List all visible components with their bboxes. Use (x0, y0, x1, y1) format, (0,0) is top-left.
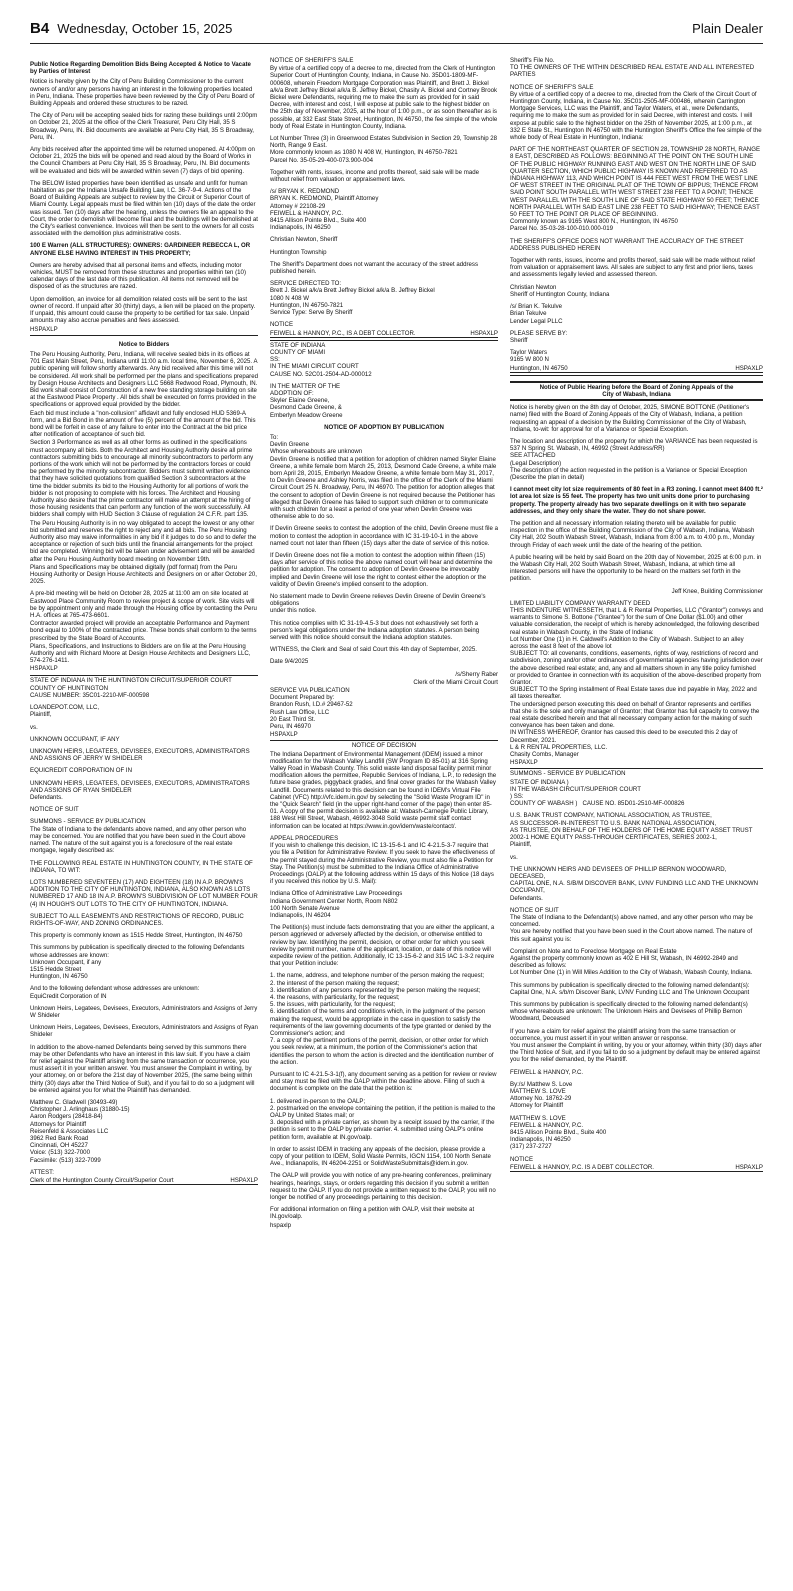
notice-paragraph: The Sheriff's Department does not warrant the accuracy of the street address published herein. (270, 260, 480, 276)
notice-paragraph: Pursuant to IC 4-21.5-3-1(f), any document serving as a petition for review or review and stay must be filed with the OALP within the deadline above. Filing of such a document is complete on the date that the petition is: (270, 1070, 499, 1093)
notice-paragraph: NOTICE (510, 1155, 534, 1163)
publisher-tag: HSPAXLP (470, 329, 498, 337)
notice-paragraph: Upon demolition, an invoice for all demolition related costs will be sent to the last owner of record. If unpaid after 30 (thirty) days, a lien will be placed on the property. If unpaid, this amount could cause the property to be certified for tax sale. Unpaid amounts may also accrue penalties and fees assessed. (30, 295, 257, 325)
publisher-tag: HSPAXLP (510, 759, 538, 767)
notice-paragraph: UNKNOWN OCCUPANT, IF ANY (30, 735, 120, 743)
notice-paragraph: This notice complies with IC 31-19-4.5-3 but does not exhaustively set forth a person's legal obligations under the Indiana adoption statutes. A person being served with this notice should consult the Indiana adoption statutes. (270, 619, 481, 642)
notice-title: NOTICE OF DECISION (351, 742, 417, 750)
notice-paragraph: FEIWELL & HANNOY, P.C. (510, 1068, 584, 1076)
notice-title: SUMMONS - SERVICE BY PUBLICATION (510, 770, 626, 778)
notice-paragraph: If Devlin Greene seeks to contest the adoption of the child, Devlin Greene must file a motion to contest the adoption in accordance with IC 31-19-10-1 in the above named court not later than fifteen (15) days after the date of service of this notice. (270, 525, 500, 547)
notice-paragraph: STATE OF INDIANA ) IN THE WABASH CIRCUIT/SUPERIOR COURT ) SS: COUNTY OF WABASH ) CAUSE NO. 85D01-2510-MF-000826 (510, 778, 685, 808)
notice-paragraph: IN THE MATTER OF THE ADOPTION OF: Skyler Elaine Greene, Desmond Cade Greene, & Emberlyn Meadow Greene (270, 382, 343, 419)
notice-paragraph: Christian Newton, Sheriff (270, 236, 338, 244)
debt-collector-text: FEIWELL & HANNOY, P.C., IS A DEBT COLLECTOR. (270, 329, 416, 337)
wabash-summons (510, 768, 763, 1172)
notice-paragraph: Plans, Specifications, and Instructions to Bidders are on file at the Peru Housing Authority and with Richard Moore at Design House Architects and Designers LLC, 574-276-1411. (30, 642, 253, 665)
address-line (510, 365, 763, 373)
notice-paragraph: Complaint on Note and to Foreclose Mortgage on Real Estate Against the property commonly known as 402 E Hill St, Wabash, IN 46992-2849 and described as follows: Lot Number One (1) in Will Miles Addition to the City of Wabash, Wabash County, Indiana. (510, 947, 753, 977)
notice-paragraph: MATTHEW S. LOVE FEIWELL & HANNOY, P.C. 8415 Allison Pointe Blvd., Suite 400 Indianapolis, IN 46250 (317) 237-2727 (510, 1114, 607, 1151)
notice-paragraph: To: Devlin Greene Whose whereabouts are unknown Devlin Greene is notified that a petition for adoption of children named Skyler Elaine Greene, a white female born March 25, 2013, Desmond Cade Greene, a white male born April 28, 2015, Emberlyn Meadow Greene, a white female born May 31, 2017, to Devlin Greene and Ashley Norris, was filed in the office of the Clerk of the Miami Circuit Court 25 N. Broadway, Peru, IN 46970. The petition for adoption alleges that the consent to adoption of Devlin Greene is not required because the Petitioner has alleged that Devlin Greene has failed to support such children or to communicate with such children for a least a period of one year when Devlin Greene was otherwise able to do so. (270, 433, 497, 521)
notice-paragraph: This summons by publication is specifically directed to the following named defendant(s): Capital One, N.A. s/b/m Discover Bank, LVNV Funding LLC and The Unknown Occupant (510, 981, 752, 996)
notice-paragraph: 1. delivered in-person to the OALP; 2. postmarked on the envelope containing the petition, if the petition is mailed to the OALP by United States mail; or 3. deposited with a private carrier, as shown by a receipt issued by the carrier, if the petition is sent to the OALP by private carrier. 4. submitted using OALP's online petition form, available at IN.gov/oalp. (270, 1097, 496, 1141)
notice-paragraph: Date 9/4/2025 (270, 658, 309, 666)
notice-paragraph: By:/s/ Matthew S. Love MATTHEW S. LOVE Attorney No. 18762-29 Attorney for Plaintiff (510, 1080, 573, 1110)
notice-paragraph: SUBJECT TO ALL EASEMENTS AND RESTRICTIONS OF RECORD, PUBLIC RIGHTS-OF-WAY, AND ZONING ORDINANCES. (30, 912, 246, 927)
notice-paragraph: Notice is hereby given by the City of Peru Building Commissioner to the current owners of and/or any persons having an interest in the following properties located in Peru, Indiana. These properties have been reviewed by the City of Peru Board of Building Appeals and ordered these structures to be razed. (30, 78, 257, 108)
notice-to-bidders (30, 335, 258, 673)
sheriff-sale-notice-2 (510, 56, 763, 373)
notice-paragraph: In addition to the above-named Defendants being served by this summons there may be other Defendants who have an interest in this law suit. If you have a claim for relief against the Plaintiff arising from the same transaction or occurrence, you must assert it in your written answer. You must answer the Complaint in writing, by your attorney, on or before the 21st day of November 2025, (the same being within thirty (30) days after the Third Notice of Suit), and if you fail to do so a judgment will be entered against you for what the Plaintiff has demanded. (30, 1043, 257, 1094)
notice-paragraph: Owners are hereby advised that all personal items and effects, including motor vehicles, MUST be removed from these structures and properties within ten (10) calendar days of the last date of this publication. All items not removed will be disposed of as the structures are razed. (30, 261, 248, 291)
notice-paragraph: Contractor awarded project will provide an acceptable Performance and Payment bond equal to 100% of the contracted price. These bonds shall conform to the terms prescribed by the State Board of Accounts. (30, 620, 259, 642)
newspaper-name: Plain Dealer (692, 21, 763, 36)
debt-collector-text: FEIWELL & HANNOY, P.C. IS A DEBT COLLECTOR. (510, 1163, 654, 1171)
notice-paragraph: Notice is hereby given on the 8th day of October, 2025, SIMONE BOTTONE (Petitioner's name) filed with the Board of Zoning Appeals of the City of Wabash, Indiana, a petition requesting an appeal of a decision by the Building Commissioner of the City of Wabash, Indiana, to-wit: for approval for of a Variance or Special Exception. (510, 404, 751, 433)
notice-paragraph: LIMITED LIABILITY COMPANY WARRANTY DEED THIS INDENTURE WITNESSETH, that L & R Rental Properties, LLC ("Grantor") conveys and warrants to Simone S. Bottone ("Grantee") for the sum of One Dollar ($1.00) and other valuable consideration, the receipt of which is hereby acknowledged, the following described real estate in Wabash County, in the State of Indiana: Lot Number One (1) in H. Caldwell's Addition to the City of Wabash. Subject to an alley across the east 8 feet of the above lot SUBJECT TO: all covenants, conditions, easements, rights of way, restrictions of record and subdivision, zoning and/or other ordinances of governmental agencies having jurisdiction over the above described real estate; and, any and all matters shown in any title policy furnished or provided to Grantee in connection with its acquisition of the above-described property from Grantor. SUBJECT TO the Spring installment of Real Estate taxes due ind payable in May, 2022 and all taxes thereafter. The undersigned person executing this deed on behalf of Grantor represents and certifies that she is the sole and only manager of Grantor; that Grantor has full capacity to convey the real estate described herein and that all necessary company action for the making of such conveyance has been taken and done. IN WITNESS WHEREOF, Grantor has caused this deed to be executed this 2 day of December, 2021. L & R RENTAL PROPERTIES, LLC. Chasity Combs, Manager (510, 599, 764, 759)
notice-paragraph: Matthew C. Gladwell (30493-49) Christopher J. Arlinghaus (31880-15) Aaron Rodgers (28418-84) Attorneys for Plaintiff Reisenfeld & Associates LLC 3962 Red Bank Road Cincinnati, OH 45227 Voice: (513) 322-7000 Facsimile: (513) 322-7099 (30, 1098, 130, 1164)
notice-paragraph: Any bids received after the appointed time will be returned unopened. At 4:00pm on October 21, 2025 the bids will be opened and read aloud by the Board of Works in the Council Chambers at Peru City Hall, 35 S Broadway, Peru, IN. Bid documents will be evaluated and bids will be awarded within seven (7) days of bid opening. (30, 146, 257, 175)
notice-paragraph: Unknown Heirs, Legatees, Devisees, Executors, Administrators and Assigns of Jerry W Shideler (30, 1004, 259, 1019)
notice-paragraph: If Devlin Greene does not file a motion to contest the adoption within fifteen (15) days after service of this notice the above named court will hear and determine the petition for adoption. The consent to adoption of Devlin Greene be irrevocably implied and Devlin Greene will lose the right to contest either the adoption or the validity of Devlin Greene's implied consent to the adoption. (270, 551, 495, 588)
notice-paragraph: Indiana Office of Administrative Law Proceedings Indiana Government Center North, Room N802 100 North Senate Avenue Indianapolis, IN 46204 (270, 890, 403, 919)
notice-paragraph: By virtue of a certified copy of a decree to me, directed from the Clerk of Huntington Superior Court of Huntington County, Indiana, in Cause No. 35D01-1809-MF-000608, wherein Freedom Mortgage Corporation was Plaintiff, and Brett J. Bickel a/k/a Brett Jeffrey Bickel a/k/a B. Jeffrey Bickel, Chasity A. Bickel and Cortney Brook Bickel were Defendants, requiring me to make the sum as provided for in said Decree, with interest and cost, I will expose at public sale to the highest bidder on the 25th day of November, 2025, at the hour of 1:00 p.m., or as soon thereafter as is possible, at 332 East State Street, Huntington, IN 46750, the fee simple of the whole body of Real Estate in Huntington County, Indiana. (270, 65, 500, 130)
notice-title: STATE OF INDIANA IN THE HUNTINGTON CIRCUIT/SUPERIOR COURT (30, 676, 232, 684)
notice-paragraph: LOANDEPOT.COM, LLC, Plaintiff, (30, 704, 100, 719)
notice-paragraph: STATE OF INDIANA COUNTY OF MIAMI SS: IN THE MIAMI CIRCUIT COURT CAUSE NO. 52C01-2504-AD-000012 (270, 341, 372, 378)
notice-paragraph: /s/ BRYAN K. REDMOND BRYAN K. REDMOND, Plaintiff Attorney Attorney # 22108-29 FEIWELL & HANNOY, P.C. 8415 Allison Pointe Blvd., Suite 400 Indianapolis, IN 46250 (270, 188, 379, 232)
variance-description: I cannot meet city lot size requirements of 80 feet in a R3 zoning. I cannot meet 8400 ft.² lot area lot size is 55 feet. The property has two unit units done prior to purchasing property. The property already has two separate dwellings on it with two separate addresses, and they only share the water. They do not share power. (510, 486, 765, 515)
notice-paragraph: THE FOLLOWING REAL ESTATE IN HUNTINGTON COUNTY, IN THE STATE OF INDIANA, TO WIT: (30, 859, 255, 874)
debt-collector-line (270, 330, 498, 338)
notice-paragraph: The OALP will provide you with notice of any pre-hearing conferences, preliminary hearings, hearings, stays, or orders regarding this decision if you submit a written request to the OALP. If you do not provide a written request to the OALP, you will no longer be notified of any proceedings pertaining to this decision. (270, 1172, 498, 1202)
publisher-tag: hspaxlp (270, 1221, 292, 1229)
notice-paragraph: 1. the name, address, and telephone number of the person making the request; 2. the interest of the person making the request; 3. identification of any persons represented by the person making the request; 4. the reasons, with particularity, for the request; 5. the issues, with particularity, for the request; 6. identification of the terms and conditions which, in the judgment of the person making the request, would be appropriate in the case in question to satisfy the requirements of the law governing documents of the type granted or denied by the Commissioner's action; and 7. a copy of the pertinent portions of the permit, decision, or other order for which you seek review, at a minimum, the portion of the Commissioner's action that identifies the person to whom the action is directed and the identification number of the action. (270, 972, 494, 1066)
notice-paragraph: No statement made to Devlin Greene relieves Devlin Greene of Devlin Greene's obligations under this notice. (270, 593, 486, 615)
notice-title: NOTICE OF ADOPTION BY PUBLICATION (324, 423, 444, 431)
notice-paragraph: vs. (510, 853, 518, 861)
notice-paragraph: WITNESS, the Clerk and Seal of said Court this 4th day of September, 2025. (270, 646, 477, 654)
notice-paragraph: SUMMONS - SERVICE BY PUBLICATION The State of Indiana to the defendants above named, and any other person who may be concerned. You are notified that you have been sued in the Court above named. The nature of the suit against you is a foreclosure of the real estate mortgage, legally described as: (30, 818, 247, 855)
notice-paragraph: Huntington Township (270, 248, 327, 256)
notice-paragraph: This summons by publication is specifically directed to the following named defendant(s) whose whereabouts are unknown: The Unknown Heirs and Devisees of Phillip Bernon Woodward, Deceased (510, 1000, 748, 1023)
page-masthead (30, 14, 763, 44)
clerk-signature: /s/Sherry Raber (455, 670, 498, 678)
notice-paragraph: For additional information on filing a petition with OALP, visit their website at IN.gov/oalp. (270, 1206, 476, 1221)
notice-paragraph: The Peru Housing Authority, Peru, Indiana, will receive sealed bids in its offices at 701 East Main Street, Peru, Indiana until 11:00 a.m. local time, November 6, 2025. A public opening will follow shortly afterwards. Any bid received after this time will not be considered. All work shall be performed per the plans and specifications prepared by Design House Architects and Designers LLC 5668 Redwood Road, Plymouth, IN. Bid work shall consist of Construction of a new free standing storage building on site at the Eastwood Place Property . All bids shall be executed on forms provided in the specifications or approved equal provided by the bidder. (30, 350, 260, 409)
clerk-title: Clerk of the Huntington County Circuit/Superior Court (30, 1177, 174, 1185)
notice-paragraph: Taylor Waters 9165 W 800 N (510, 349, 549, 364)
clerk-signature-line (30, 1177, 258, 1185)
notice-paragraph: PLEASE SERVE BY: Sheriff (510, 329, 568, 344)
notice-paragraph: ATTEST: (30, 1168, 54, 1176)
notice-paragraph: This summons by publication is specifically directed to the following Defendants whose addresses are known: Unknown Occupant, if any 1515 Hedde Street Huntington, IN 46750 (30, 944, 245, 981)
notice-title: Notice of Public Hearing before the Board of Zoning Appeals of the City of Wabash, Indiana (510, 381, 763, 401)
column-1 (30, 56, 258, 1576)
notice-paragraph: The petition and all necessary information relating thereto will be available for public inspection in the office of the Building Commission of the City of Wabash, Indiana, Wabash City Hall, 202 South Wabash Street, Wabash, Indiana from 8:00 a.m. to 4:00 p.m., Monday through Friday of each week until the date of the hearing of the petition. (510, 519, 757, 549)
debt-collector-line (510, 1164, 763, 1172)
publisher-tag: HSPAXLP (735, 364, 763, 372)
notice-paragraph: The Indiana Department of Environmental Management (IDEM) issued a minor modification for the Wabash Valley Landfill (SW Program ID 85-01) at 316 Spring Valley Road in Wabash County. This solid waste land disposal facility permit minor modification allows the permittee, Republic Services of Indiana, L.P., to redesign the future base grades, piggyback grades, and final cover grades for the Wabash Valley Landfill. Documents related to this decision can be found in IDEM's Virtual File Cabinet (VFC) http://vfc.idem.in.gov/ by selecting the "Solid Waste Program ID" in the "Quick Search" field (in the upper right-hand corner of the page) then enter 85-01. A copy of the permit decision is available at: Wabash-Carnegie Public Library, 188 West Hill Street, Wabash, 46992-3048 Solid waste permit staff contact information can be located at https://www.in.gov/idem/waste/contact/. (270, 750, 498, 830)
notice-paragraph: vs. (30, 723, 38, 731)
property-heading: 100 E Warren (ALL STRUCTURES): OWNERS: GARDINEER REBECCA L, OR ANYONE ELSE HAVING INTEREST IN THIS PROPERTY; (30, 242, 252, 257)
notice-of-decision (270, 740, 498, 1228)
notice-paragraph: Plans and Specifications may be obtained digitally (pdf format) from the Peru Housing Authority or Design House Architects and Designers on or after October 20, 2025. (30, 563, 259, 586)
notice-paragraph: Sheriff's File No. TO THE OWNERS OF THE WITHIN DESCRIBED REAL ESTATE AND ALL INTERESTED PARTIES (510, 57, 755, 79)
notice-title: Notice to Bidders (118, 340, 170, 348)
notice-paragraph: EQUICREDIT CORPORATION OF IN (30, 767, 133, 775)
notice-paragraph: APPEAL PROCEDURES If you wish to challenge this decision, IC 13-15-6-1 and IC 4-21.5-3-7 require that you file a Petition for Administrative Review. If you seek to have the effectiveness of the permit stayed during the Administrative Review, you must also file a Petition for Stay. The Petition(s) must be submitted to the Indiana Office of Administrative Proceedings (OALP) at the following address within 15 days of this Notice (18 days if you received this notice by U.S. Mail): (270, 834, 495, 886)
notice-paragraph: In order to assist IDEM in tracking any appeals of the decision, please provide a copy of your petition to IDEM, Solid Waste Permits, IGCN 1154, 100 North Senate Ave., Indianapolis, IN 46204-2251 or SolidWasteSubmittals@idem.in.gov. (270, 1145, 493, 1168)
publisher-tag: HSPAXLP (30, 665, 58, 673)
notice-paragraph: Christian Newton Sheriff of Huntington County, Indiana (510, 283, 610, 298)
notice-paragraph: A pre-bid meeting will be held on October 28, 2025 at 11:00 am on site located at Eastwood Place Community Room to review project & scope of work. Site visits will be by appointment only and made through the Housing office by contacting the Peru H.A. offices at 765-473-6601. (30, 590, 259, 620)
notice-paragraph: NOTICE OF SHERIFF'S SALE By virtue of a certified copy of a decree to me, directed from the Clerk of the Circuit Court of Huntington County, Indiana, in Cause No. 35C01-2505-MF-000486, wherein Carrington Mortgage Services, LLC was the Plaintiff, and Taylor Waters, et al., were Defendants, requiring me to make the sum as provided for in said Decree, with interest and costs. I will expose at public sale to the highest bidder on the 25th of November 2025, at 1:00 p.m., at 332 E State St., Huntington IN 46750 with the Huntington Sheriff's Office the fee simple of the whole body of Real Estate in Huntington, Indiana: (510, 83, 762, 142)
notice-paragraph: Lot Number Three (3) in Greenwood Estates Subdivision in Section 29, Township 28 North, Range 9 East. More commonly known as 1080 N 408 W, Huntington, IN 46750-7821 Parcel No. 35-05-29-400-073.900-004 (270, 135, 498, 164)
notice-paragraph: The location and description of the property for which the VARIANCE has been requested is 537 N Spring St. Wabash, IN, 46992 (Street Address/RR) SEE ATTACHED (Legal Description) The description of the action requested in the petition is a Variance or Special Exception (Describe the plan in detail) (510, 437, 758, 481)
notice-paragraph: Unknown Heirs, Legatees, Devisees, Executors, Administrators and Assigns of Ryan Shideler (30, 1024, 260, 1039)
notice-paragraph: UNKNOWN HEIRS, LEGATEES, DEVISEES, EXECUTORS, ADMINISTRATORS AND ASSIGNS OF RYAN SHIDELER Defendants. (30, 779, 250, 802)
publisher-tag: HSPAXLP (735, 1163, 763, 1171)
sheriff-sale-notice (270, 56, 498, 338)
column-3 (510, 56, 763, 1576)
notice-paragraph: Together with rents, issues, income and profits thereof, said sale will be made without relief from valuation or appraisement laws. All sales are subject to any first and prior liens, taxes and assessments legally levied and assessed thereon. (510, 257, 757, 279)
notice-paragraph: The Peru Housing Authority is in no way obligated to accept the lowest or any other bid submitted and reserves the right to reject any and all bids. The Peru Housing Authority also may waive informalities in any bid if it judges to do so and to defer the acceptance or rejection of such bids until the financial arrangements for the project bid are completed. Winning bid will be taken under advisement and will be awarded after the Peru Housing Authority board meeting on November 19th. (30, 519, 258, 563)
notice-paragraph: U.S. BANK TRUST COMPANY, NATIONAL ASSOCIATION, AS TRUSTEE, AS SUCCESSOR-IN-INTEREST TO U.S. BANK NATIONAL ASSOCIATION, AS TRUSTEE, ON BEHALF OF THE HOLDERS OF THE HOME EQUITY ASSET TRUST 2002-1 HOME EQUITY PASS-THROUGH CERTIFICATES, SERIES 2002-1, Plaintiff, (510, 812, 753, 849)
clerk-title: Clerk of the Miami Circuit Court (413, 678, 498, 686)
publisher-tag: HSPAXLP (230, 1177, 258, 1185)
publisher-tag: HSPAXLP (270, 731, 298, 739)
notice-paragraph: The City of Peru will be accepting sealed bids for razing these buildings until 2:00pm on October 21, 2025 at the office of the Clerk Treasurer, Peru City Hall, 35 S Broadway, Peru, IN. Bid documents are available at Peru City Hall, 35 S Broadway, Peru, IN. (30, 112, 259, 141)
notice-paragraph: SERVICE VIA PUBLICATION Document Prepared by: Brandon Rush, I.D.# 29467-52 Rush Law Office, LLC 20 East Third St. Peru, IN 46970 (270, 687, 353, 731)
notice-paragraph: COUNTY OF HUNTINGTON CAUSE NUMBER: 35C01-2210-MF-000598 (30, 684, 150, 700)
notice-paragraph: LOTS NUMBERED SEVENTEEN (17) AND EIGHTEEN (18) IN A.P. BROWN'S ADDITION TO THE CITY OF HUNTINGTON, INDIANA, ALSO KNOWN AS LOTS NUMBERED 17 AND 18 IN A.P. BROWN'S SUBDIVISION OF LOT NUMBER FOUR (4) IN HOUGH'S OUT LOTS TO THE CITY OF HUNTINGTON, INDIANA. (30, 878, 260, 908)
notice-title: Public Notice Regarding Demolition Bids Being Accepted & Notice to Vacate by Parties of Interest (30, 61, 251, 76)
bza-hearing-notice (510, 375, 763, 767)
demolition-notice (30, 56, 258, 333)
notice-paragraph: UNKNOWN HEIRS, LEGATEES, DEVISEES, EXECUTORS, ADMINISTRATORS AND ASSIGNS OF JERRY W SHIDELER (30, 748, 252, 763)
notice-paragraph: This property is commonly known as 1515 Hedde Street, Huntington, IN 46750 (30, 932, 243, 940)
notice-title: NOTICE OF SHERIFF'S SALE (270, 57, 354, 64)
huntington-notice-of-suit (30, 675, 258, 1186)
adoption-notice (270, 340, 498, 739)
notice-paragraph: If you have a claim for relief against the plaintiff arising from the same transaction or occurrence, you must assert it in your written answer or response. You must answer the Complaint in writing, by you or your attorney, within thirty (30) days after the Third Notice of Suit, and if you fail to do so a judgment by default may be entered against you for the relief demanded, by the Plaintiff. (510, 1027, 762, 1064)
page-number: B4 (30, 20, 50, 37)
notice-paragraph: NOTICE OF SUIT The State of Indiana to the Defendant(s) above named, and any other person who may be concerned. You are hereby notified that you have been sued in the Court above named. The nature of this suit against you is: (510, 906, 753, 943)
column-2 (270, 56, 498, 1576)
notice-paragraph: SERVICE DIRECTED TO: Brett J. Bickel a/k/a Brett Jeffrey Bickel a/k/a B. Jeffrey Bickel 1080 N 408 W Huntington, IN 46750-7821 Service Type: Serve By Sheriff (270, 280, 435, 317)
notice-paragraph: And to the following defendant whose addresses are unknown: EquiCredit Corporation of IN (30, 985, 200, 1000)
notice-paragraph: THE SHERIFF'S OFFICE DOES NOT WARRANT THE ACCURACY OF THE STREET ADDRESS PUBLISHED HEREIN (510, 237, 745, 252)
notice-paragraph: PART OF THE NORTHEAST QUARTER OF SECTION 28, TOWNSHIP 28 NORTH, RANGE 8 EAST, DESCRIBED AS FOLLOWS: BEGINNING AT THE POINT ON THE SOUTH LINE OF THE PUBLIC HIGHWAY RUNNING EAST AND WEST ON THE NORTH LINE OF SAID QUARTER SECTION, WHICH PUBLIC HIGHWAY IS KNOWN AND REFERRED TO AS INDIANA HIGHWAY 113, AND WHICH POINT IS 444 FEET WEST FROM THE WEST LINE OF WEST STREET IN THE ORIGINAL PLAT OF THE TOWN OF BIPPUS; THENCE FROM SAID POINT SOUTH PARALLEL WITH WEST STREET 238 FEET TO A POINT; THENCE WEST PARALLEL WITH THE SOUTH LINE OF SAID STATE HIGHWAY 50 FEET; THENCE NORTH PARALLEL WITH SAID EAST LINE 238 FEET TO SAID HIGHWAY; THENCE EAST 50 FEET TO THE POINT OR PLACE OF BEGINNING. Commonly known as 9165 West 800 N., Huntington, IN 46750 Parcel No. 35-03-28-100-010.000-019 (510, 146, 761, 233)
notice-paragraph: The BELOW listed properties have been identified as unsafe and unfit for human habitation as per the Indiana Unsafe Building Law, I.C. 36-7-9-4. Actions of the Board of Building Appeals are subject to review by the Circuit or Superior Court of Miami County. Legal appeals must be filed within ten (10) days of the date the order was issued. Ten (10) days after the hearing, unless the owners file an appeal to the Court, the order to demolish will become final and the buildings will be demolished at the City's earliest convenience. Invoices will then be sent to the owners for all costs associated with the demolition plus administrative costs. (30, 179, 260, 238)
notice-paragraph: /s/ Brian K. Tekulve Brian Tekulve Lender Legal PLLC (510, 303, 563, 325)
notice-paragraph: Together with rents, issues, income and profits thereof, said sale will be made without relief from valuation or appraisement laws. (270, 168, 481, 184)
notice-paragraph: The Petition(s) must include facts demonstrating that you are either the applicant, a person aggrieved or adversely affected by the decision, or otherwise entitled to review by law. Identifying the permit, decision, or other order for which you seek review by permit number, name of the applicant, location, or date of this notice will expedite review of the petition. Additionally, IC 13-15-6-2 and 315 IAC 1-3-2 require that your Petition include: (270, 924, 496, 968)
commissioner-signature: Jeff Knee, Building Commissioner (671, 587, 763, 595)
notice-paragraph: THE UNKNOWN HEIRS AND DEVISEES OF PHILLIP BERNON WOODWARD, DECEASED, CAPITAL ONE, N.A. S/B/M DISCOVER BANK, LVNV FUNDING LLC AND THE UNKNOWN OCCUPANT, Defendants. (510, 865, 758, 902)
address-text: Huntington, IN 46750 (510, 364, 568, 372)
publication-date: Wednesday, October 15, 2025 (57, 21, 233, 36)
notice-paragraph: Each bid must include a "non-collusion" affidavit and fully enclosed HUD 5369-A form, and a Bid Bond in the amount of five (5) percent of the amount of the bid. This bond will be forfeit in case of any failure to enter into the Contract at the bid price after notification of acceptance of such bid. (30, 409, 258, 439)
notice-paragraph: Section 3 Performance as well as all other forms as outlined in the specifications must accompany all bids. Both the Architect and Housing Authority desire all prime contractors submitting bids to encourage all minority subcontractors to perform any portions of the work which will not be performed by the contractors forces or could be performed by the minority subcontractor. Bidders must submit written evidence that they have solicited quotations from qualified Section 3 subcontractors at the time the bidder submits its bid to the Housing Authority for all portions of work the bidder is not proposing to complete with his forces. The Architect and Housing Authority also desire that the prime contractor will make an attempt at the hiring of those housing residents that can perform any function of the work successfully. All bidders shall comply with HUD Section 3 Clause of regulation 24 C.F.R. part 135. (30, 439, 255, 519)
publisher-tag: HSPAXLP (30, 325, 58, 333)
notice-paragraph: A public hearing will be held by said Board on the 20th day of November, 2025 at 6:00 p.m. in the Wabash City Hall, 202 South Wabash Street, Wabash, Indiana, at which time all interested persons will have the opportunity to be heard on the matters set forth in the petition. (510, 553, 764, 583)
notice-paragraph: NOTICE OF SUIT (30, 806, 79, 814)
notice-paragraph: NOTICE (270, 321, 294, 329)
